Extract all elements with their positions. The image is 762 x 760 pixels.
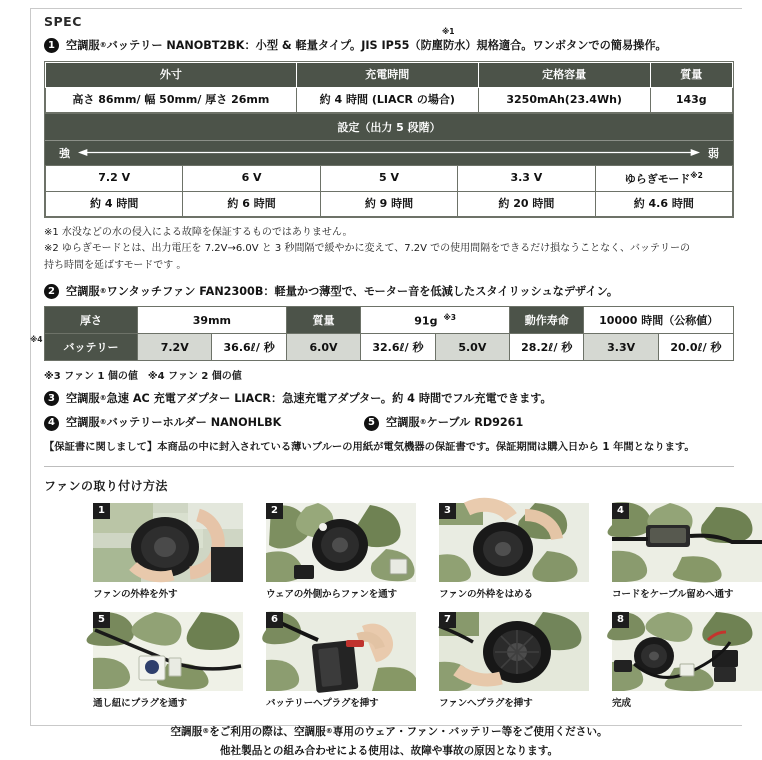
howto-step-1 <box>93 503 243 600</box>
page-footer <box>44 723 734 760</box>
registered-mark-icon: ® <box>325 727 333 735</box>
howto-title: ファンの取り付け方法 <box>44 479 168 493</box>
howto-step-2 <box>266 503 416 600</box>
step-photo-4 <box>612 503 762 582</box>
content-area <box>30 14 734 760</box>
footer-line-2: 他社製品との組み合わせによる使用は、故障や事故の原因となります。 <box>219 744 559 757</box>
plug-through-photo-icon <box>93 612 243 691</box>
battery-plug-photo-icon <box>266 612 416 691</box>
fan-label-weight: 質量 <box>286 307 360 334</box>
fan-value-lifetime: 10000 時間（公称値） <box>584 307 734 334</box>
fan-in-hand-photo-icon <box>93 503 243 582</box>
item-3-number: 3 <box>44 391 59 406</box>
step-photo-2 <box>266 503 416 582</box>
battery-spec-table <box>44 61 734 218</box>
step-photo-5 <box>93 612 243 691</box>
fan-on-wear-photo-icon <box>266 503 416 582</box>
item-3-heading <box>44 391 734 406</box>
item-5-heading <box>364 415 523 430</box>
registered-mark-icon: ® <box>99 41 107 49</box>
item-1-number: 1 <box>44 38 59 53</box>
howto-step-4 <box>612 503 762 600</box>
fan-row2-marker: ※4 <box>30 335 43 345</box>
step-number-5: 5 <box>93 612 110 628</box>
howto-step-8 <box>612 612 762 709</box>
complete-photo-icon <box>612 612 762 691</box>
step-number-4: 4 <box>612 503 629 519</box>
step-caption-3: ファンの外枠をはめる <box>439 589 533 600</box>
step-caption-6: バッテリーへプラグを挿す <box>266 698 379 709</box>
battery-footnotes <box>44 225 734 275</box>
item-3-text: 空調服®急速 AC 充電アダプター LIACR：急速充電アダプター。約 4 時間でフル充電できます。 <box>66 392 552 406</box>
footnote-2-cont: 持ち時間を延ばすモードです 。 <box>44 259 187 271</box>
header-charge-time: 充電時間 <box>296 63 478 88</box>
fan-flow-2: 32.6ℓ/ 秒 <box>361 334 435 361</box>
duration-1: 約 4 時間 <box>46 192 183 217</box>
section-divider <box>44 466 734 467</box>
step-photo-7 <box>439 612 589 691</box>
registered-mark-icon: ® <box>99 287 107 296</box>
step-number-1: 1 <box>93 503 110 519</box>
voltage-5-marker: ※2 <box>690 170 703 180</box>
strength-arrow-icon <box>78 148 700 157</box>
step-caption-8: 完成 <box>612 698 631 709</box>
fan-label-battery: バッテリー <box>45 334 138 361</box>
registered-mark-icon: ® <box>99 418 107 427</box>
fan-voltage-2: 6.0V <box>286 334 360 361</box>
fan-weight-marker: ※3 <box>443 313 456 323</box>
fan-flow-1: 36.6ℓ/ 秒 <box>212 334 286 361</box>
step-caption-5: 通し紐にプラグを通す <box>93 698 187 709</box>
fan-label-lifetime: 動作寿命 <box>510 307 584 334</box>
step-caption-4: コードをケーブル留めへ通す <box>612 589 734 600</box>
step-photo-6 <box>266 612 416 691</box>
value-dimensions: 高さ 86mm/ 幅 50mm/ 厚さ 26mm <box>46 87 297 112</box>
footnote-2: ※2 ゆらぎモードとは、出力電圧を 7.2V→6.0V と 3 秒間隔で緩やかに変えて、7.2V での使用間隔をできるだけ損なうことなく、バッテリーの <box>44 243 690 255</box>
fan-flow-3: 28.2ℓ/ 秒 <box>510 334 584 361</box>
duration-4: 約 20 時間 <box>458 192 595 217</box>
fan-value-thickness: 39mm <box>138 307 287 334</box>
registered-mark-icon: ® <box>99 394 107 403</box>
step-number-2: 2 <box>266 503 283 519</box>
howto-photo-grid <box>93 503 734 709</box>
label-weak: 弱 <box>708 146 719 160</box>
fan-value-weight: 91g $^{※3}$ <box>361 307 510 334</box>
header-dimensions: 外寸 <box>46 63 297 88</box>
step-number-7: 7 <box>439 612 456 628</box>
value-weight: 143g <box>650 87 732 112</box>
step-caption-1: ファンの外枠を外す <box>93 589 178 600</box>
fan-label-thickness: 厚さ <box>45 307 138 334</box>
table-row <box>46 87 733 112</box>
step-photo-1 <box>93 503 243 582</box>
howto-step-6 <box>266 612 416 709</box>
fan-footnotes: ※3 ファン 1 個の値 ※4 ファン 2 個の値 <box>44 371 242 383</box>
item-1-heading <box>44 27 734 53</box>
item-1-marker: ※1 <box>442 27 455 36</box>
footer-line-1: 空調服®をご利用の際は、空調服®専用のウェア・ファン・バッテリー等をご使用ください。 <box>170 726 608 738</box>
registered-mark-icon: ® <box>419 418 427 427</box>
fan-spec-table <box>44 306 734 361</box>
duration-3: 約 9 時間 <box>320 192 457 217</box>
step-number-8: 8 <box>612 612 629 628</box>
page-title: SPEC <box>44 14 82 29</box>
item-2-number: 2 <box>44 284 59 299</box>
cord-clip-photo-icon <box>612 503 762 582</box>
item-4-text: 空調服®バッテリーホルダー NANOHLBK <box>66 416 282 430</box>
step-photo-3 <box>439 503 589 582</box>
step-number-3: 3 <box>439 503 456 519</box>
voltage-row <box>46 165 733 191</box>
label-strong: 強 <box>59 146 70 160</box>
howto-step-3 <box>439 503 589 600</box>
fan-row-2 <box>45 334 734 361</box>
item-1-text: 空調服®バッテリー NANOBT2BK：小型 & 軽量タイプ。JIS IP55（防塵防水）規格適合。ワンボタンでの簡易操作。 <box>66 39 667 52</box>
fan-row-1 <box>45 307 734 334</box>
fan-voltage-3: 5.0V <box>435 334 509 361</box>
item-2-heading <box>44 284 734 299</box>
item-4-number: 4 <box>44 416 59 431</box>
value-charge-time: 約 4 時間 (LIACR の場合) <box>296 87 478 112</box>
voltage-3: 5 V <box>320 165 457 191</box>
step-caption-7: ファンへプラグを挿す <box>439 698 533 709</box>
voltage-5: ゆらぎモード$^{※2}$ <box>595 165 732 191</box>
fan-voltage-1: 7.2V <box>138 334 212 361</box>
fan-voltage-4: 3.3V <box>584 334 658 361</box>
item-5-number: 5 <box>364 416 379 431</box>
voltage-4: 3.3 V <box>458 165 595 191</box>
setting-title: 設定（出力 5 段階） <box>45 113 733 140</box>
howto-step-7 <box>439 612 589 709</box>
item-5-text: 空調服®ケーブル RD9261 <box>386 416 524 430</box>
item-2-text: 空調服®ワンタッチファン FAN2300B：軽量かつ薄型で、モーター音を低減したスタイリッシュなデザイン。 <box>66 285 619 299</box>
item-4-heading <box>44 415 364 430</box>
fan-flow-4: 20.0ℓ/ 秒 <box>658 334 733 361</box>
duration-5: 約 4.6 時間 <box>595 192 732 217</box>
voltage-1: 7.2 V <box>46 165 183 191</box>
step-photo-8 <box>612 612 762 691</box>
step-caption-2: ウェアの外側からファンを通す <box>266 589 397 600</box>
fan-frame-photo-icon <box>439 503 589 582</box>
strength-arrow-row <box>45 140 733 165</box>
voltage-2: 6 V <box>183 165 320 191</box>
duration-2: 約 6 時間 <box>183 192 320 217</box>
footnote-1: ※1 水没などの水の侵入による故障を保証するものではありません。 <box>44 226 353 238</box>
registered-mark-icon: ® <box>202 727 210 735</box>
fan-spec-table-wrap <box>30 306 734 361</box>
header-weight: 質量 <box>650 63 732 88</box>
warranty-note: 【保証書に関しまして】本商品の中に封入されている薄いブルーの用紙が電気機器の保証書です。保証期間は購入日から 1 年間となります。 <box>44 440 695 453</box>
howto-step-5 <box>93 612 243 709</box>
fan-plug-photo-icon <box>439 612 589 691</box>
table-header-row <box>46 63 733 88</box>
step-number-6: 6 <box>266 612 283 628</box>
value-capacity: 3250mAh(23.4Wh) <box>478 87 650 112</box>
item-4-5-row <box>44 415 734 430</box>
duration-row <box>46 192 733 217</box>
header-capacity: 定格容量 <box>478 63 650 88</box>
